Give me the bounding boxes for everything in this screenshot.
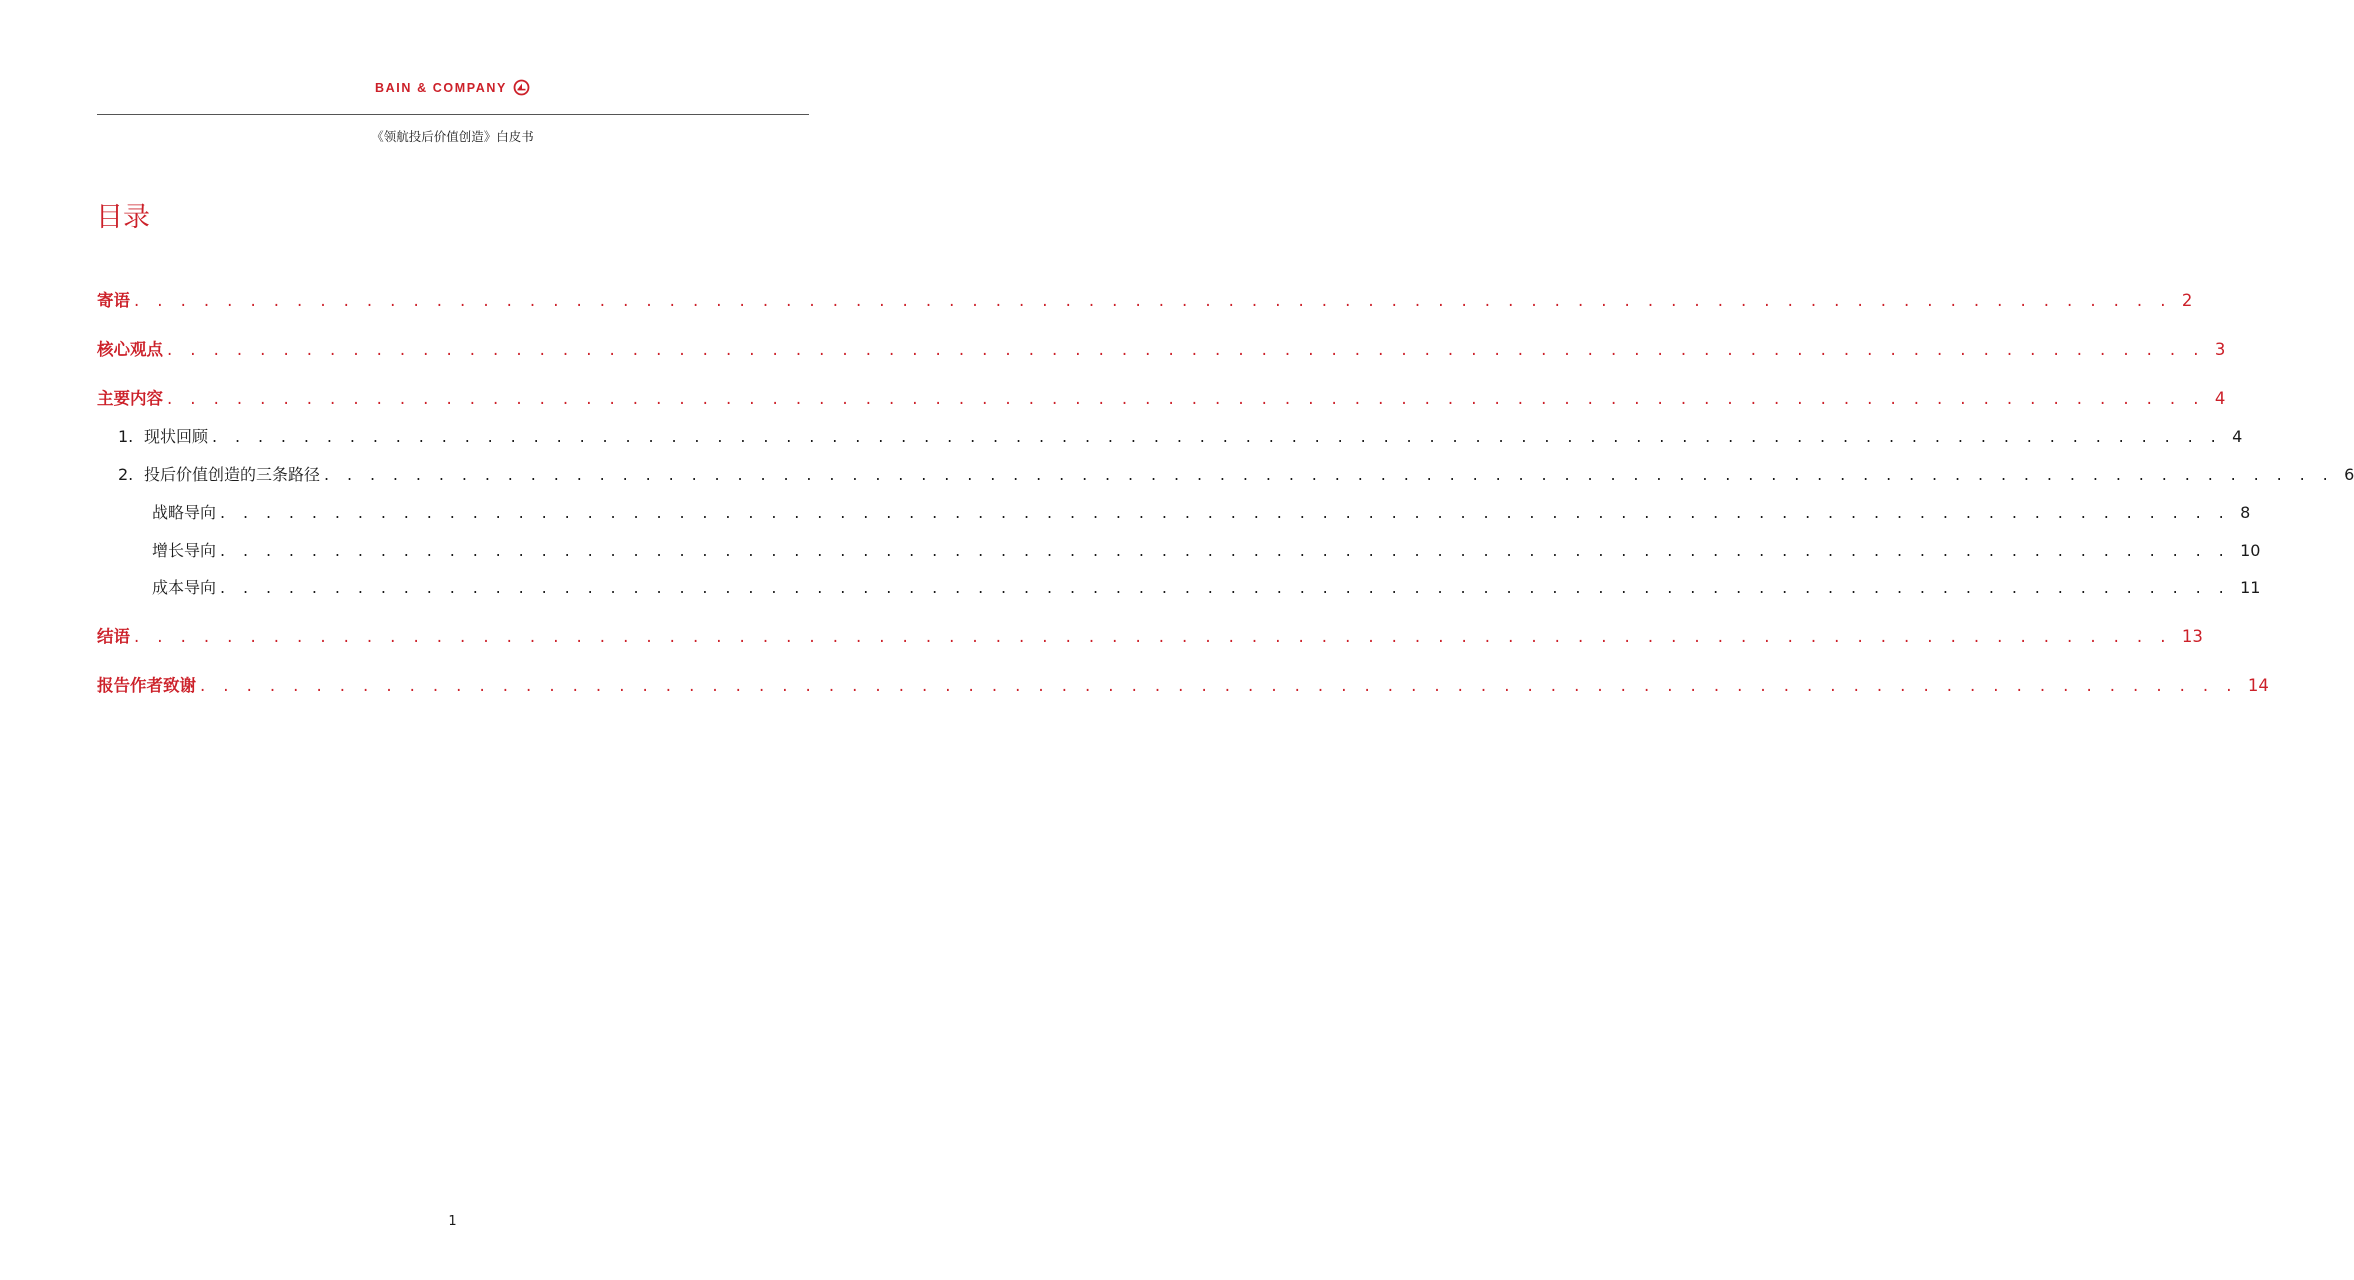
toc-dot-leader: . . . . . . . . . . . . . . . . . . . . . . . . . . . . . . . . . . . . . . . . . . . . . . . . . . . . . . . . . . . . . . . . . . . . . . . . . . . . . . . . . . . . . . . . [220,578,2231,597]
toc-dot-leader: . . . . . . . . . . . . . . . . . . . . . . . . . . . . . . . . . . . . . . . . . . . . . . . . . . . . . . . . . . . . . . . . . . . . . . . . . . . . . . . . . . . . . . . . [134,627,2172,646]
toc-dot-leader: . . . . . . . . . . . . . . . . . . . . . . . . . . . . . . . . . . . . . . . . . . . . . . . . . . . . . . . . . . . . . . . . . . . . . . . . . . . . . . . . . . . . . . . . [134,291,2172,310]
toc-entry-page: 4 [2232,427,2243,446]
toc-entry-page: 11 [2240,578,2261,597]
toc-entry-title: 投后价值创造的三条路径 [144,465,321,484]
toc-dot-leader: . . . . . . . . . . . . . . . . . . . . . . . . . . . . . . . . . . . . . . . . . . . . . . . . . . . . . . . . . . . . . . . . . . . . . . . . . . . . . . . . . . . . . . . . [220,541,2231,560]
toc-entry-label: 战略导向 [152,503,217,522]
toc-dot-leader: . . . . . . . . . . . . . . . . . . . . . . . . . . . . . . . . . . . . . . . . . . . . . . . . . . . . . . . . . . . . . . . . . . . . . . . . . . . . . . . . . . . . . . . . [167,389,2205,408]
toc-entry-label: 寄语 [97,291,130,310]
toc-entry-key-insights[interactable] [97,338,2226,362]
toc-entry-cost-oriented[interactable] [152,576,2261,600]
toc-dot-leader: . . . . . . . . . . . . . . . . . . . . . . . . . . . . . . . . . . . . . . . . . . . . . . . . . . . . . . . . . . . . . . . . . . . . . . . . . . . . . . . . . . . . . . . . [220,503,2231,522]
toc-entry-page: 10 [2240,541,2261,560]
brand-header [0,79,905,101]
toc-heading: 目录 [96,202,150,233]
toc-entry-label: 主要内容 [97,389,163,408]
toc-dot-leader: . . . . . . . . . . . . . . . . . . . . . . . . . . . . . . . . . . . . . . . . . . . . . . . . . . . . . . . . . . . . . . . . . . . . . . . . . . . . . . . . . . . . . . . . [324,465,2335,484]
toc-entry-growth-oriented[interactable] [152,539,2261,563]
toc-entry-number: 2. [118,465,134,484]
toc-entry-strategy-oriented[interactable] [152,501,2251,525]
toc-entry-page: 6 [2344,465,2354,484]
toc-entry-label: 报告作者致谢 [97,676,196,695]
toc-entry-main-content[interactable] [97,387,2226,411]
toc-entry-three-paths[interactable] [118,463,2354,487]
toc-entry-label: 成本导向 [152,578,217,597]
toc-entry-preface[interactable] [97,289,2193,313]
toc-entry-number: 1. [118,427,134,446]
toc-entry-label: 结语 [97,627,130,646]
document-title: 《领航投后价值创造》白皮书 [371,129,534,144]
toc-entry-page: 3 [2214,340,2226,359]
toc-entry-page: 4 [2214,389,2226,408]
page-number: 1 [448,1214,457,1229]
toc-entry-page: 8 [2240,503,2251,522]
toc-dot-leader: . . . . . . . . . . . . . . . . . . . . . . . . . . . . . . . . . . . . . . . . . . . . . . . . . . . . . . . . . . . . . . . . . . . . . . . . . . . . . . . . . . . . . . . . [200,676,2238,695]
toc-entry-title: 现状回顾 [144,427,209,446]
toc-entry-conclusion[interactable] [97,625,2203,649]
toc-dot-leader: . . . . . . . . . . . . . . . . . . . . . . . . . . . . . . . . . . . . . . . . . . . . . . . . . . . . . . . . . . . . . . . . . . . . . . . . . . . . . . . . . . . . . . . . [167,340,2205,359]
toc-entry-acknowledgements[interactable] [97,674,2269,698]
toc-entry-label [118,463,320,487]
bain-circle-logo-icon [513,79,530,101]
toc-entry-label: 核心观点 [97,340,163,359]
toc-entry-page: 2 [2181,291,2193,310]
toc-entry-page: 14 [2247,676,2269,695]
brand-name: BAIN & COMPANY [375,81,507,95]
toc-entry-page: 13 [2181,627,2203,646]
header-divider [97,114,809,115]
toc-dot-leader: . . . . . . . . . . . . . . . . . . . . . . . . . . . . . . . . . . . . . . . . . . . . . . . . . . . . . . . . . . . . . . . . . . . . . . . . . . . . . . . . . . . . . . . . [212,427,2223,446]
toc-entry-label: 增长导向 [152,541,217,560]
toc-entry-status-review[interactable] [118,425,2243,449]
toc-entry-label [118,425,208,449]
